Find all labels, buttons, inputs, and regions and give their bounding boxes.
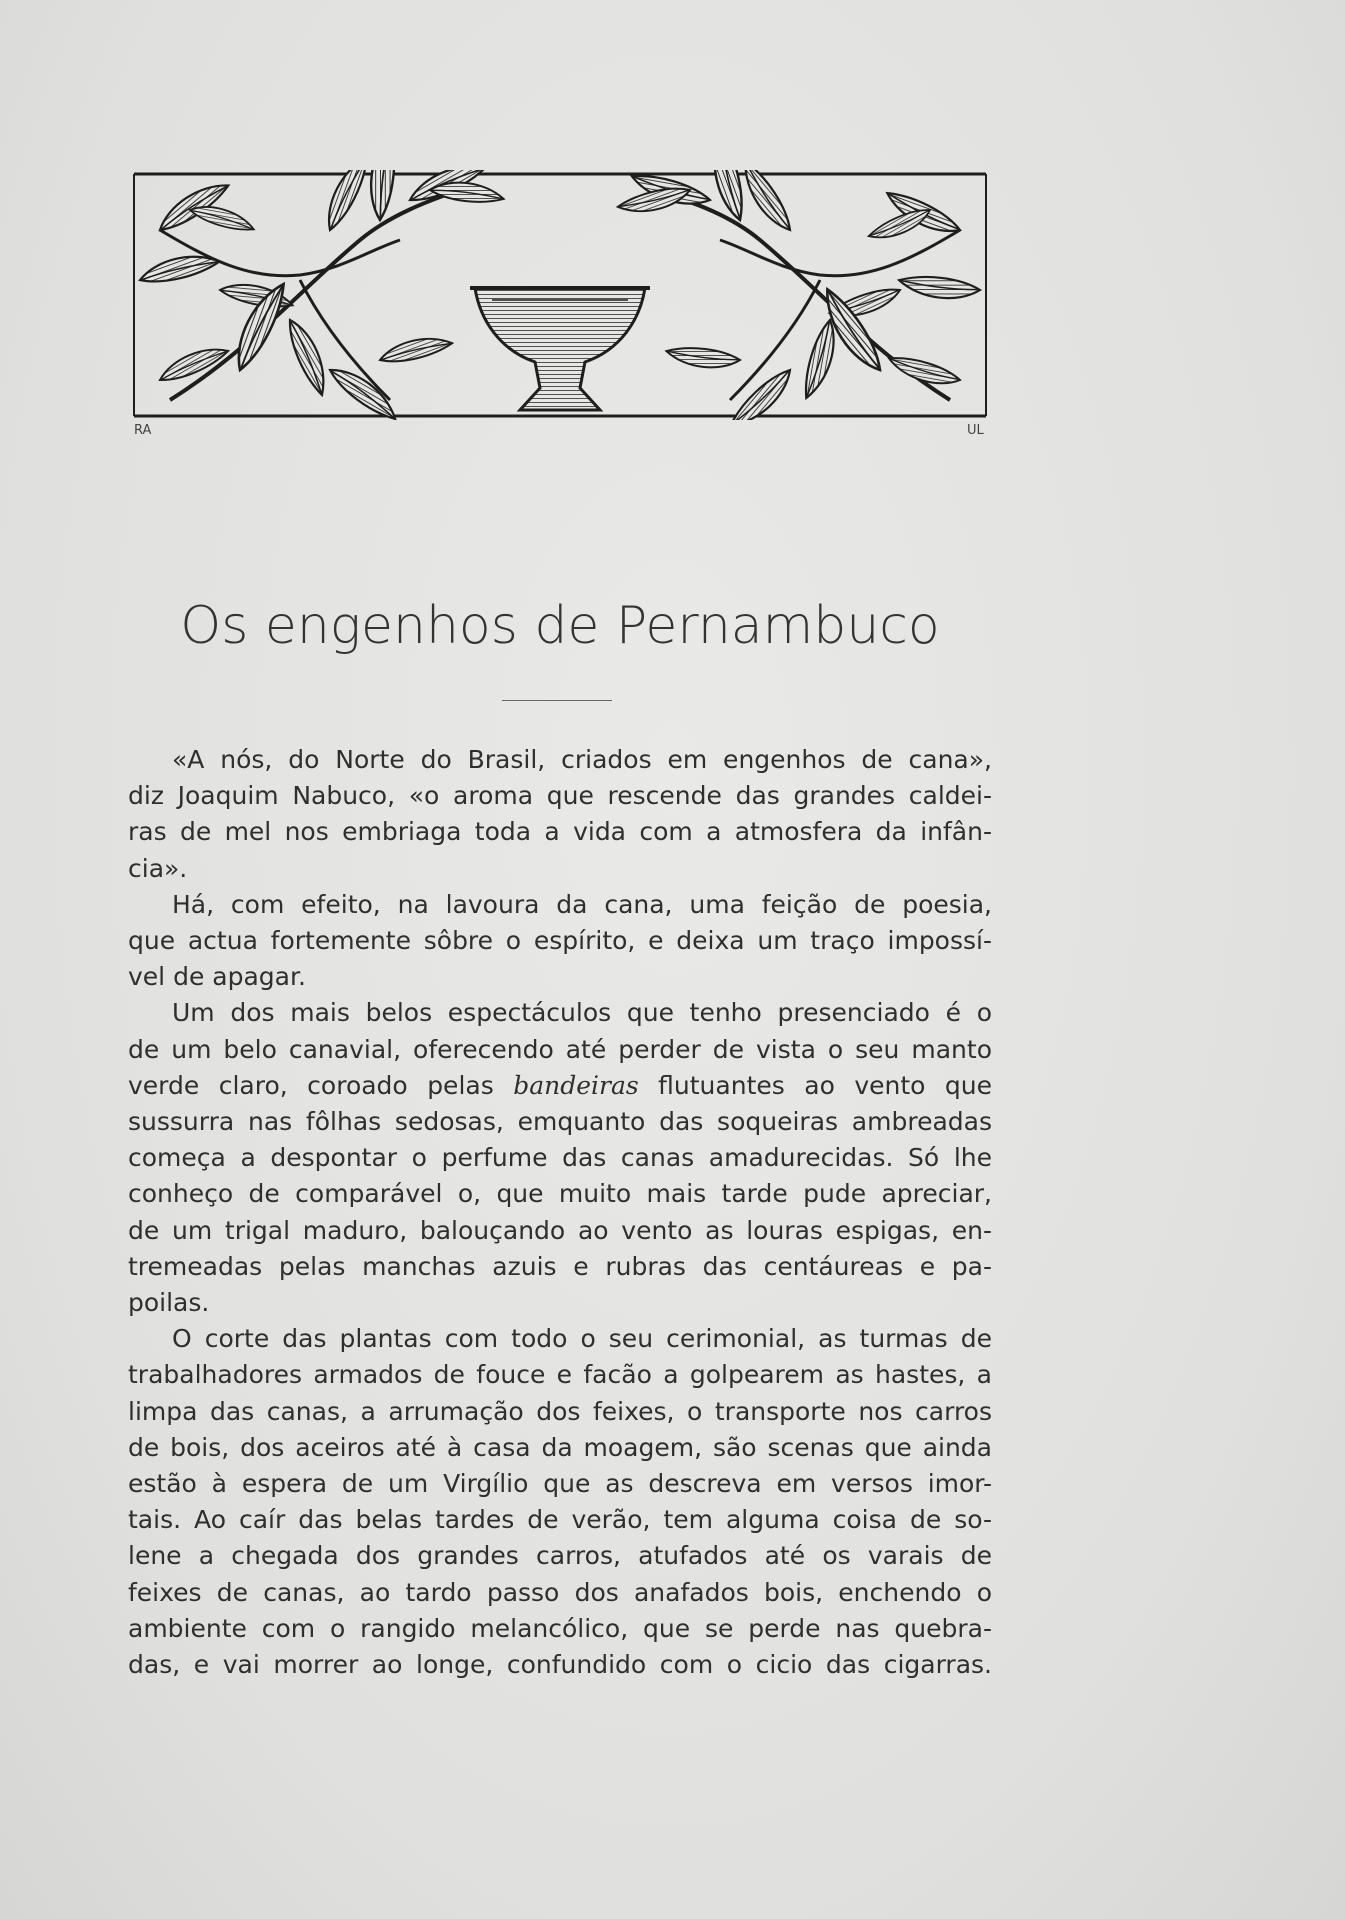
text-segment: verde claro, coroado pelas <box>128 1070 514 1100</box>
text-line: diz Joaquim Nabuco, «o aroma que rescende das grandes caldei- <box>128 781 992 811</box>
text-line: cia». <box>128 853 188 883</box>
text-line: limpa das canas, a arrumação dos feixes, o transporte nos carros <box>128 1396 992 1426</box>
text-line: ras de mel nos embriaga toda a vida com a atmosfera da infân- <box>128 817 992 847</box>
text-line: das, e vai morrer ao longe, confundido com o cicio das cigarras. <box>128 1650 992 1680</box>
text-line: de um trigal maduro, balouçando ao vento as louras espigas, en- <box>128 1215 992 1245</box>
paragraph-2 <box>128 887 992 996</box>
paragraph-1 <box>128 742 992 887</box>
ornament-signature-right: UL <box>967 423 984 438</box>
text-line: conheço de comparável o, que muito mais tarde pude apreciar, <box>128 1179 992 1209</box>
text-line: que actua fortemente sôbre o espírito, e deixa um traço impossí- <box>128 926 992 956</box>
vase-leaves-ornament <box>130 170 990 420</box>
text-line: feixes de canas, ao tardo passo dos anafados bois, enchendo o <box>128 1577 992 1607</box>
text-line: de bois, dos aceiros até à casa da moagem, são scenas que ainda <box>128 1432 992 1462</box>
text-line: poilas. <box>128 1288 210 1318</box>
text-line: estão à espera de um Virgílio que as descreva em versos imor- <box>128 1469 992 1499</box>
text-line: sussurra nas fôlhas sedosas, emquanto das soqueiras ambreadas <box>128 1107 992 1137</box>
paragraph-4 <box>128 1321 992 1683</box>
text-line: vel de apagar. <box>128 962 306 992</box>
text-segment: flutuantes ao vento que <box>638 1070 992 1100</box>
text-line: tremeadas pelas manchas azuis e rubras das centáureas e pa- <box>128 1251 992 1281</box>
text-line <box>128 1068 992 1104</box>
text-line: de um belo canavial, oferecendo até perder de vista o seu manto <box>128 1034 992 1064</box>
text-line: tais. Ao caír das belas tardes de verão, tem alguma coisa de so- <box>128 1505 992 1535</box>
text-line: Há, com efeito, na lavoura da cana, uma feição de poesia, <box>172 889 992 919</box>
text-line: Um dos mais belos espectáculos que tenho presenciado é o <box>172 998 992 1028</box>
text-line: O corte das plantas com todo o seu cerimonial, as turmas de <box>172 1324 992 1354</box>
title-divider <box>502 700 612 701</box>
text-line: «A nós, do Norte do Brasil, criados em engenhos de cana», <box>172 745 992 774</box>
ornament-signature-left: RA <box>134 423 152 438</box>
text-line: trabalhadores armados de fouce e facão a golpearem as hastes, a <box>128 1360 992 1390</box>
text-line: começa a despontar o perfume das canas amadurecidas. Só lhe <box>128 1143 992 1173</box>
body-text <box>128 742 992 1683</box>
italic-word: bandeiras <box>513 1070 639 1100</box>
chapter-title: Os engenhos de Pernambuco <box>180 596 940 656</box>
text-line: ambiente com o rangido melancólico, que se perde nas quebra- <box>128 1613 992 1643</box>
text-line: lene a chegada dos grandes carros, atufados até os varais de <box>128 1541 992 1571</box>
paragraph-3 <box>128 995 992 1321</box>
